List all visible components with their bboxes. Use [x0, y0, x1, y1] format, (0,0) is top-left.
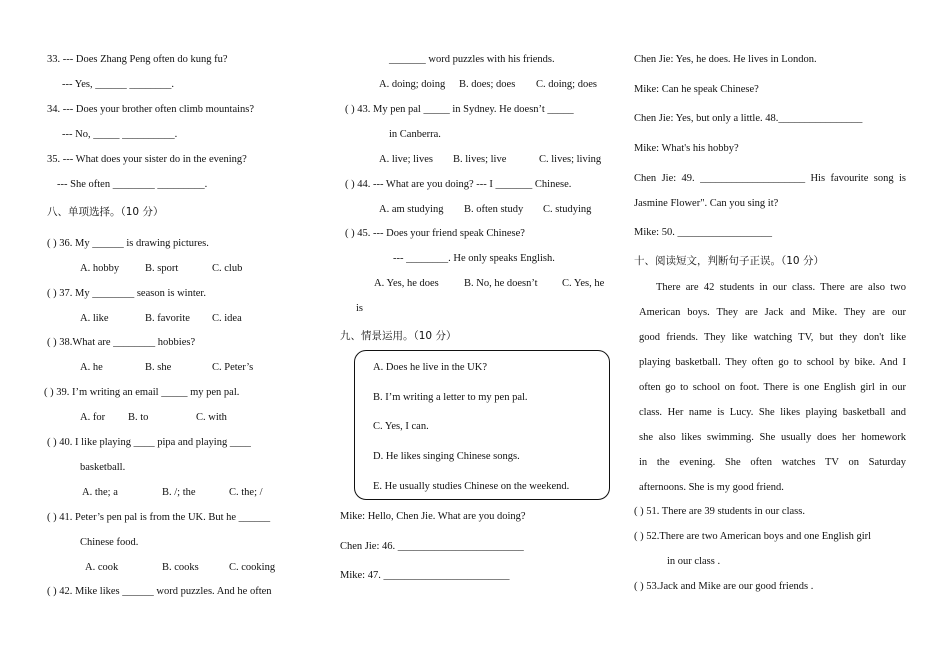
- q41-option-c: C. cooking: [229, 562, 276, 573]
- q38-option-b: B. she: [145, 362, 172, 373]
- dialogue-line-7: Mike: What's his hobby?: [634, 143, 739, 154]
- box-option-d: D. He likes singing Chinese songs.: [373, 451, 520, 462]
- passage-line-8: in the evening. She often watches TV on Saturday: [639, 457, 906, 468]
- q45-option-c: C. Yes, he: [562, 278, 605, 289]
- section-8-heading: 八、单项选择。（10 分）: [47, 206, 164, 218]
- dialogue-line-6: Chen Jie: Yes, but only a little. 48.________________: [634, 113, 863, 124]
- q34-question: 34. --- Does your brother often climb mountains?: [47, 104, 255, 115]
- q42-option-a: A. doing; doing: [379, 79, 446, 90]
- dialogue-line-5: Mike: Can he speak Chinese?: [634, 84, 759, 95]
- q37-option-c: C. idea: [212, 313, 242, 324]
- q41-option-b: B. cooks: [162, 562, 199, 573]
- dialogue-line-8-cont: Jasmine Flower". Can you sing it?: [634, 198, 779, 209]
- q36-question: ( ) 36. My ______ is drawing pictures.: [47, 238, 209, 249]
- q35-answer: --- She often ________ _________.: [57, 179, 208, 190]
- q41-question: ( ) 41. Peter’s pen pal is from the UK. But he ______: [47, 512, 271, 523]
- q40-question-cont: basketball.: [80, 462, 126, 473]
- q44-option-c: C. studying: [543, 204, 592, 215]
- q43-option-c: C. lives; living: [539, 154, 602, 165]
- q42-question: ( ) 42. Mike likes ______ word puzzles. And he often: [47, 586, 272, 597]
- dialogue-line-2: Chen Jie: 46. ________________________: [340, 541, 524, 552]
- q44-option-b: B. often study: [464, 204, 524, 215]
- q42-option-c: C. doing; does: [536, 79, 597, 90]
- q39-question: ( ) 39. I’m writing an email _____ my pen pal.: [44, 387, 240, 398]
- dialogue-line-8: Chen Jie: 49. ____________________ His favourite song is: [634, 173, 906, 184]
- q53-statement: ( ) 53.Jack and Mike are our good friends .: [634, 581, 814, 592]
- q33-answer: --- Yes, ______ ________.: [62, 79, 175, 90]
- q35-question: 35. --- What does your sister do in the evening?: [47, 154, 247, 165]
- q45-question-cont: --- ________. He only speaks English.: [393, 253, 555, 264]
- q40-option-b: B. /; the: [162, 487, 196, 498]
- q51-statement: ( ) 51. There are 39 students in our class.: [634, 506, 805, 517]
- box-option-b: B. I’m writing a letter to my pen pal.: [373, 392, 528, 403]
- q44-option-a: A. am studying: [379, 204, 444, 215]
- q42-option-b: B. does; does: [459, 79, 516, 90]
- q39-option-c: C. with: [196, 412, 227, 423]
- q42-question-cont: _______ word puzzles with his friends.: [389, 54, 555, 65]
- q43-question: ( ) 43. My pen pal _____ in Sydney. He doesn’t _____: [345, 104, 574, 115]
- dialogue-line-9: Mike: 50. __________________: [634, 227, 772, 238]
- q38-option-c: C. Peter’s: [212, 362, 254, 373]
- q43-option-b: B. lives; live: [453, 154, 507, 165]
- dialogue-line-3: Mike: 47. ________________________: [340, 570, 510, 581]
- q39-option-b: B. to: [128, 412, 149, 423]
- dialogue-line-1: Mike: Hello, Chen Jie. What are you doing?: [340, 511, 526, 522]
- dialogue-line-4: Chen Jie: Yes, he does. He lives in London.: [634, 54, 817, 65]
- q33-question: 33. --- Does Zhang Peng often do kung fu?: [47, 54, 228, 65]
- q34-answer: --- No, _____ __________.: [62, 129, 178, 140]
- q43-question-cont: in Canberra.: [389, 129, 441, 140]
- q45-option-b: B. No, he doesn’t: [464, 278, 538, 289]
- passage-line-1: There are 42 students in our class. There are also two: [656, 282, 906, 293]
- q52-statement: ( ) 52.There are two American boys and one English girl: [634, 531, 872, 542]
- q52-statement-cont: in our class .: [667, 556, 721, 567]
- q45-option-c-wrap: is: [356, 303, 364, 314]
- box-option-a: A. Does he live in the UK?: [373, 362, 488, 373]
- box-option-c: C. Yes, I can.: [373, 421, 429, 432]
- q37-option-a: A. like: [80, 313, 109, 324]
- q40-option-a: A. the; a: [82, 487, 118, 498]
- q37-question: ( ) 37. My ________ season is winter.: [47, 288, 206, 299]
- q36-option-a: A. hobby: [80, 263, 120, 274]
- q37-option-b: B. favorite: [145, 313, 190, 324]
- q36-option-b: B. sport: [145, 263, 179, 274]
- q40-option-c: C. the; /: [229, 487, 263, 498]
- passage-line-3: good friends. They like watching TV, but they don't like: [639, 332, 906, 343]
- passage-line-7: she also likes swimming. She usually does her homework: [639, 432, 906, 443]
- passage-line-6: class. Her name is Lucy. She likes playing basketball and: [639, 407, 906, 418]
- q40-question: ( ) 40. I like playing ____ pipa and playing ____: [47, 437, 251, 448]
- passage-line-2: American boys. They are Jack and Mike. They are our: [639, 307, 906, 318]
- q38-question: ( ) 38.What are ________ hobbies?: [47, 337, 196, 348]
- q45-option-a: A. Yes, he does: [374, 278, 439, 289]
- q41-option-a: A. cook: [85, 562, 119, 573]
- section-9-heading: 九、情景运用。（10 分）: [340, 330, 457, 342]
- q38-option-a: A. he: [80, 362, 103, 373]
- q36-option-c: C. club: [212, 263, 243, 274]
- section-10-heading: 十、阅读短文，判断句子正误。（10 分）: [634, 255, 824, 267]
- q39-option-a: A. for: [80, 412, 106, 423]
- q45-question: ( ) 45. --- Does your friend speak Chinese?: [345, 228, 525, 239]
- passage-line-4: playing basketball. They often go to school by bike. And I: [639, 357, 906, 368]
- passage-line-9: afternoons. She is my good friend.: [639, 482, 784, 493]
- q41-question-cont: Chinese food.: [80, 537, 139, 548]
- q43-option-a: A. live; lives: [379, 154, 433, 165]
- passage-line-5: often go to school on foot. There is one English girl in our: [639, 382, 906, 393]
- box-option-e: E. He usually studies Chinese on the weekend.: [373, 481, 570, 492]
- q44-question: ( ) 44. --- What are you doing? --- I _______ Chinese.: [345, 179, 572, 190]
